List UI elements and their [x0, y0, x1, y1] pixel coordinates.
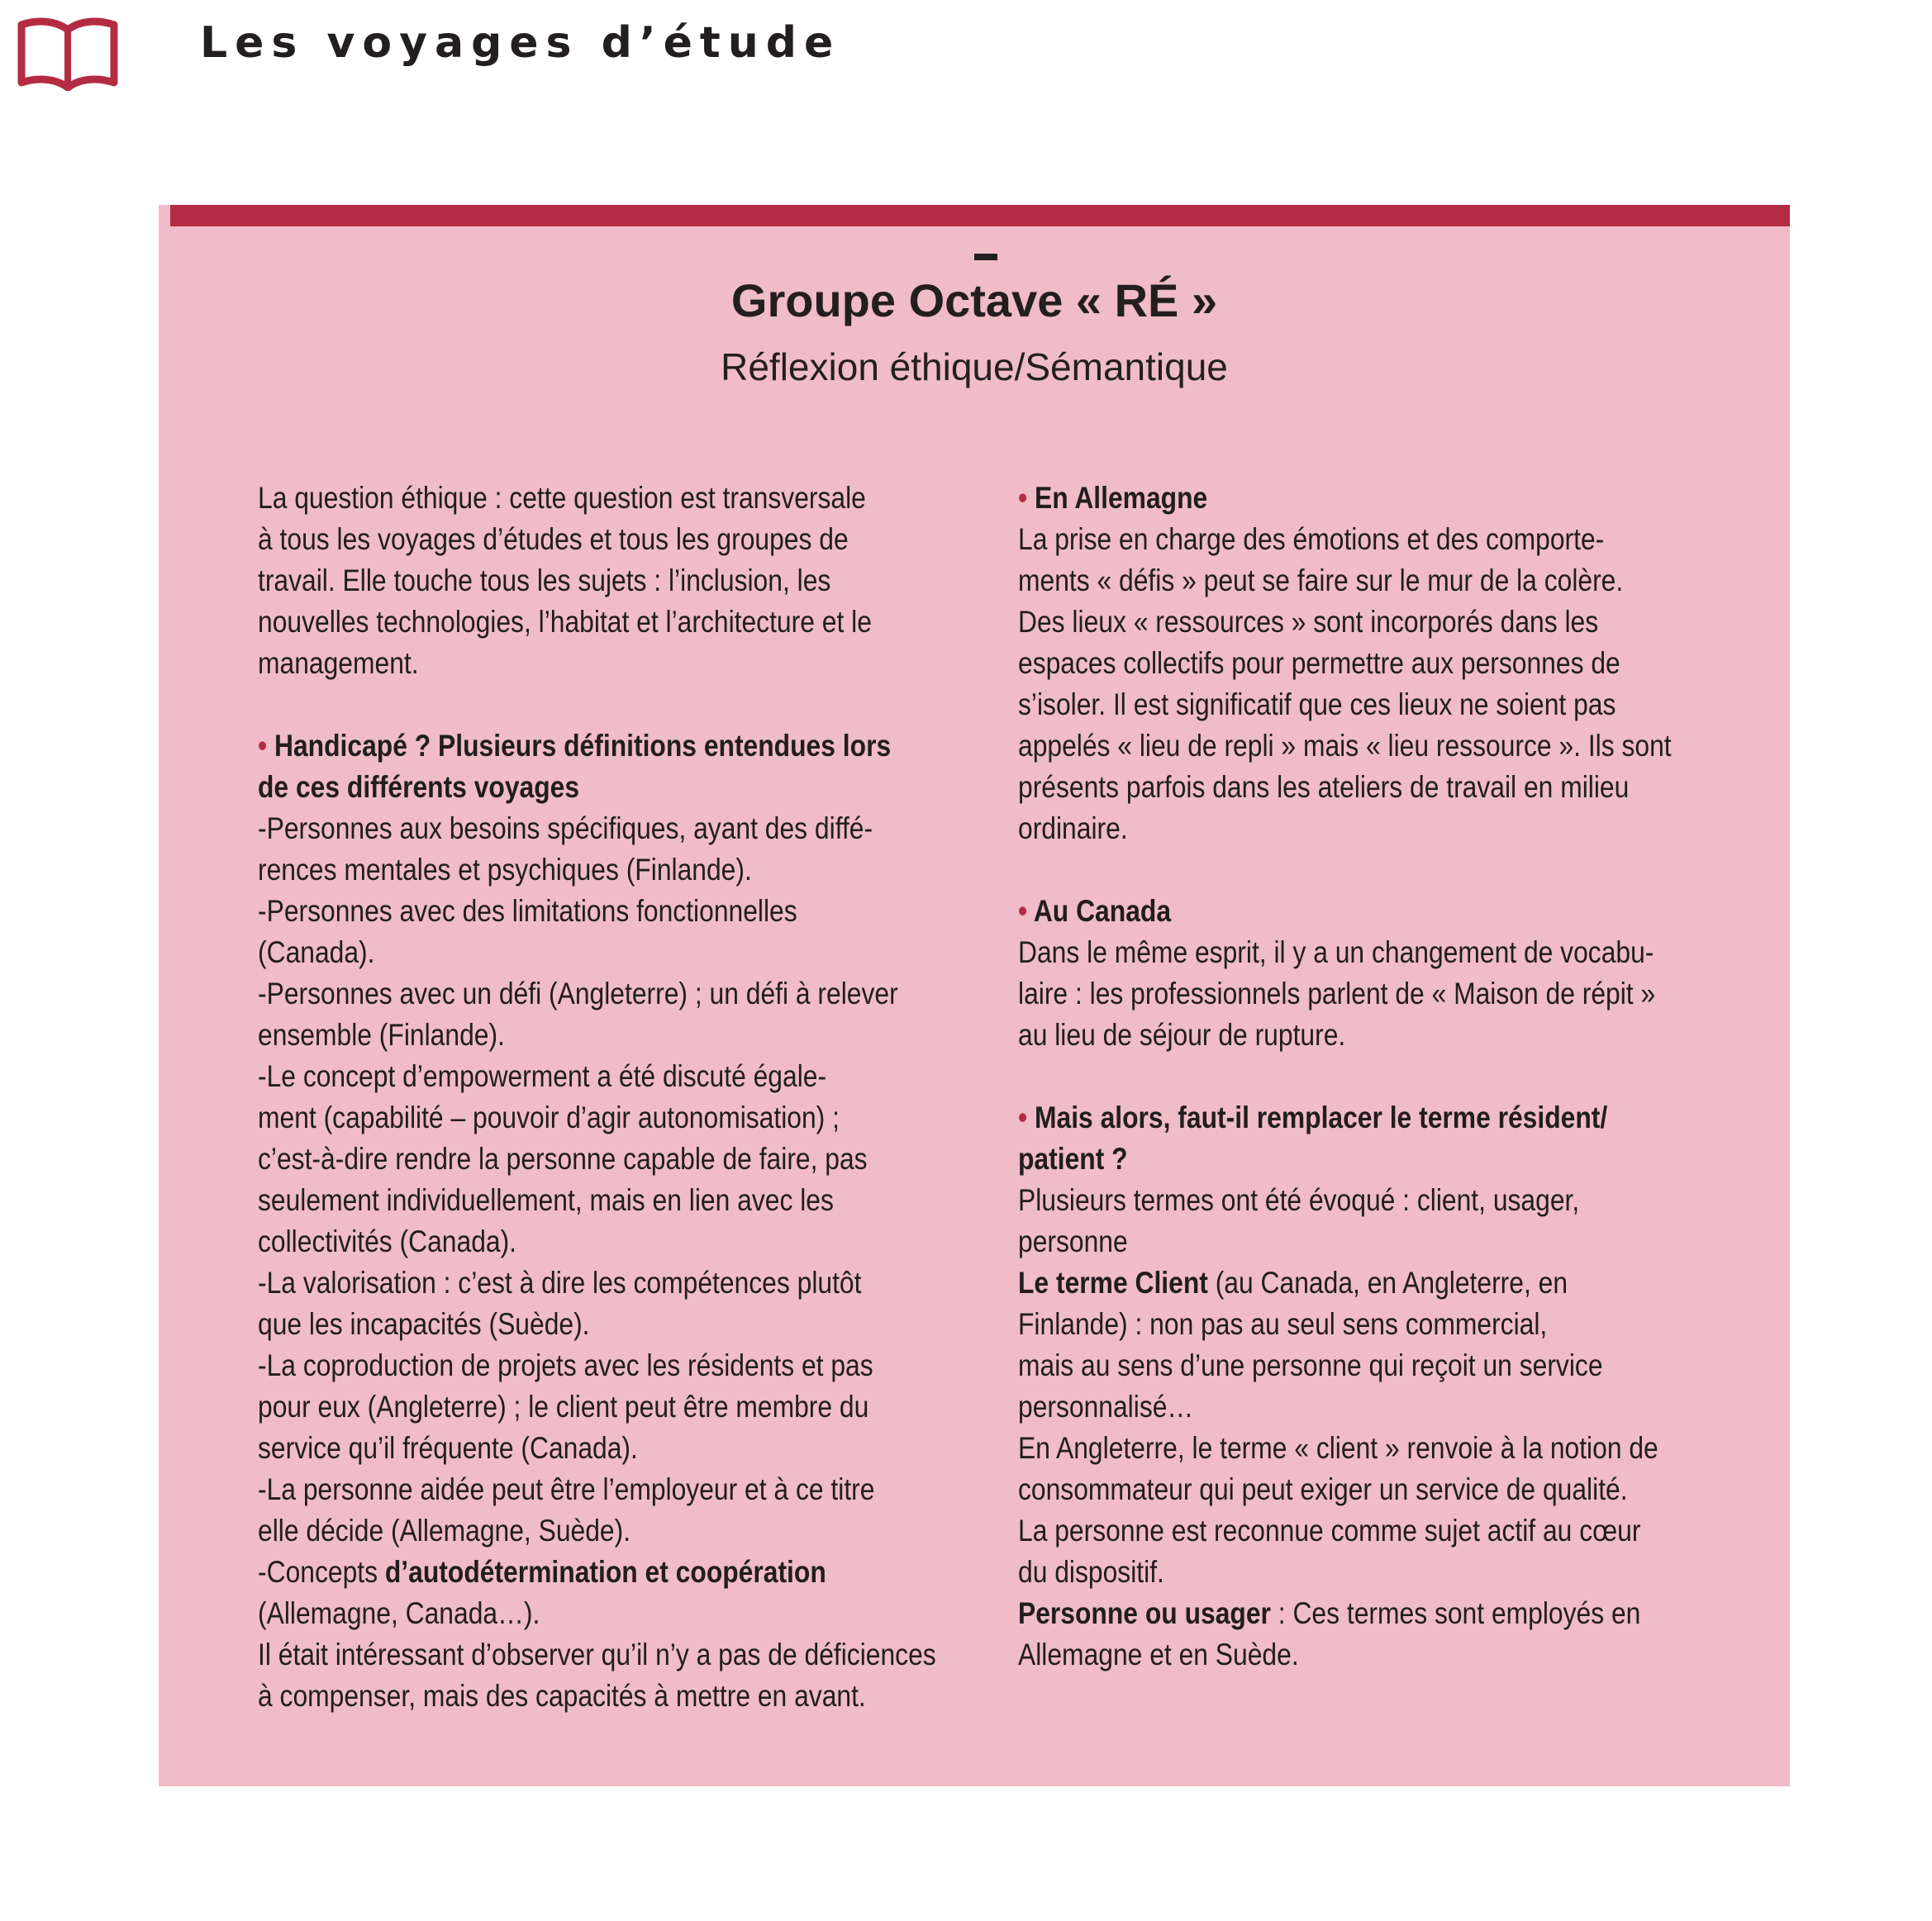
client-line: Finlande) : non pas au seul sens commercial, [1018, 1307, 1548, 1341]
definition-line: -La personne aidée peut être l’employeur et à ce titre [258, 1472, 875, 1506]
definition-line: seulement individuellement, mais en lien avec les [258, 1183, 834, 1217]
title-dash [974, 254, 997, 260]
bullet-icon: • [1018, 481, 1028, 515]
definition-line: collectivités (Canada). [258, 1224, 517, 1258]
definition-line: -La valorisation : c’est à dire les compétences plutôt [258, 1266, 862, 1300]
usager-line: Allemagne et en Suède. [1018, 1638, 1299, 1671]
intro-line: travail. Elle touche tous les sujets : l’inclusion, les [258, 563, 831, 597]
card-title: Groupe Octave « RÉ » [730, 274, 1218, 326]
client-line: La personne est reconnue comme sujet actif au cœur [1018, 1514, 1641, 1548]
section-heading-handicap-cont: de ces différents voyages [258, 770, 580, 804]
definition-line: ment (capabilité – pouvoir d’agir autonomisation) ; [258, 1101, 840, 1134]
canada-line: au lieu de séjour de rupture. [1018, 1018, 1346, 1052]
concepts-line-cont: (Allemagne, Canada…). [258, 1596, 540, 1630]
client-line: mais au sens d’une personne qui reçoit un service [1018, 1348, 1603, 1382]
canada-line: laire : les professionnels parlent de « Maison de répit » [1018, 977, 1656, 1010]
card-top-bar [170, 205, 1790, 226]
canada-line: Dans le même esprit, il y a un changement de vocabu- [1018, 935, 1654, 969]
closing-line: Il était intéressant d’observer qu’il n’y a pas de déficiences [258, 1638, 936, 1671]
page-header-title: Les voyages d’étude [200, 18, 841, 68]
allemagne-line: ordinaire. [1018, 811, 1128, 845]
concepts-line: -Concepts d’autodétermination et coopération [258, 1555, 826, 1589]
bullet-icon: • [258, 729, 268, 763]
allemagne-line: espaces collectifs pour permettre aux personnes de [1018, 646, 1620, 680]
intro-line: La question éthique : cette question est transversale [258, 481, 866, 515]
definition-line: -La coproduction de projets avec les résidents et pas [258, 1348, 873, 1382]
book-icon [13, 12, 122, 91]
definition-line: -Personnes avec des limitations fonctionnelles [258, 894, 797, 928]
intro-line: nouvelles technologies, l’habitat et l’architecture et le [258, 605, 872, 639]
terms-line: Plusieurs termes ont été évoqué : client, usager, [1018, 1183, 1580, 1217]
definition-line: pour eux (Angleterre) ; le client peut être membre du [258, 1390, 869, 1424]
allemagne-line: s’isoler. Il est significatif que ces lieux ne soient pas [1018, 687, 1616, 721]
client-line: En Angleterre, le terme « client » renvoie à la notion de [1018, 1431, 1658, 1465]
allemagne-line: La prise en charge des émotions et des comporte- [1018, 522, 1605, 556]
allemagne-line: Des lieux « ressources » sont incorporés dans les [1018, 605, 1599, 639]
usager-line: Personne ou usager : Ces termes sont employés en [1018, 1596, 1641, 1630]
definition-line: (Canada). [258, 935, 375, 969]
closing-line: à compenser, mais des capacités à mettre en avant. [258, 1679, 866, 1713]
allemagne-line: ments « défis » peut se faire sur le mur de la colère. [1018, 563, 1624, 597]
bullet-icon: • [1018, 894, 1028, 928]
card-subtitle: Réflexion éthique/Sémantique [721, 345, 1228, 388]
section-heading-allemagne: • En Allemagne [1018, 481, 1208, 515]
definition-line: -Personnes aux besoins spécifiques, ayant des diffé- [258, 811, 873, 845]
left-column [258, 478, 968, 1717]
definition-line: -Personnes avec un défi (Angleterre) ; un défi à relever [258, 977, 898, 1010]
client-line: Le terme Client (au Canada, en Angleterre, en [1018, 1266, 1568, 1300]
client-line: personnalisé… [1018, 1390, 1194, 1424]
intro-line: management. [258, 646, 419, 680]
terms-line: personne [1018, 1224, 1128, 1258]
definition-line: ensemble (Finlande). [258, 1018, 505, 1052]
definition-line: que les incapacités (Suède). [258, 1307, 590, 1341]
right-column [1018, 478, 1750, 1676]
intro-line: à tous les voyages d’études et tous les groupes de [258, 522, 849, 556]
definition-line: c’est-à-dire rendre la personne capable de faire, pas [258, 1142, 868, 1176]
definition-line: service qu’il fréquente (Canada). [258, 1431, 638, 1465]
section-heading-mais-alors: • Mais alors, faut-il remplacer le terme résident/ [1018, 1101, 1608, 1134]
definition-line: elle décide (Allemagne, Suède). [258, 1514, 631, 1548]
section-heading-canada: • Au Canada [1018, 894, 1172, 928]
allemagne-line: appelés « lieu de repli » mais « lieu ressource ». Ils sont [1018, 729, 1672, 763]
client-line: du dispositif. [1018, 1555, 1164, 1589]
info-card [159, 205, 1790, 1786]
section-heading-mais-alors-cont: patient ? [1018, 1142, 1128, 1176]
allemagne-line: présents parfois dans les ateliers de travail en milieu [1018, 770, 1630, 804]
definition-line: rences mentales et psychiques (Finlande). [258, 853, 752, 887]
definition-line: -Le concept d’empowerment a été discuté égale- [258, 1059, 827, 1093]
bullet-icon: • [1018, 1101, 1028, 1134]
section-heading-handicap: • Handicapé ? Plusieurs définitions entendues lors [258, 729, 892, 763]
client-line: consommateur qui peut exiger un service de qualité. [1018, 1472, 1628, 1506]
